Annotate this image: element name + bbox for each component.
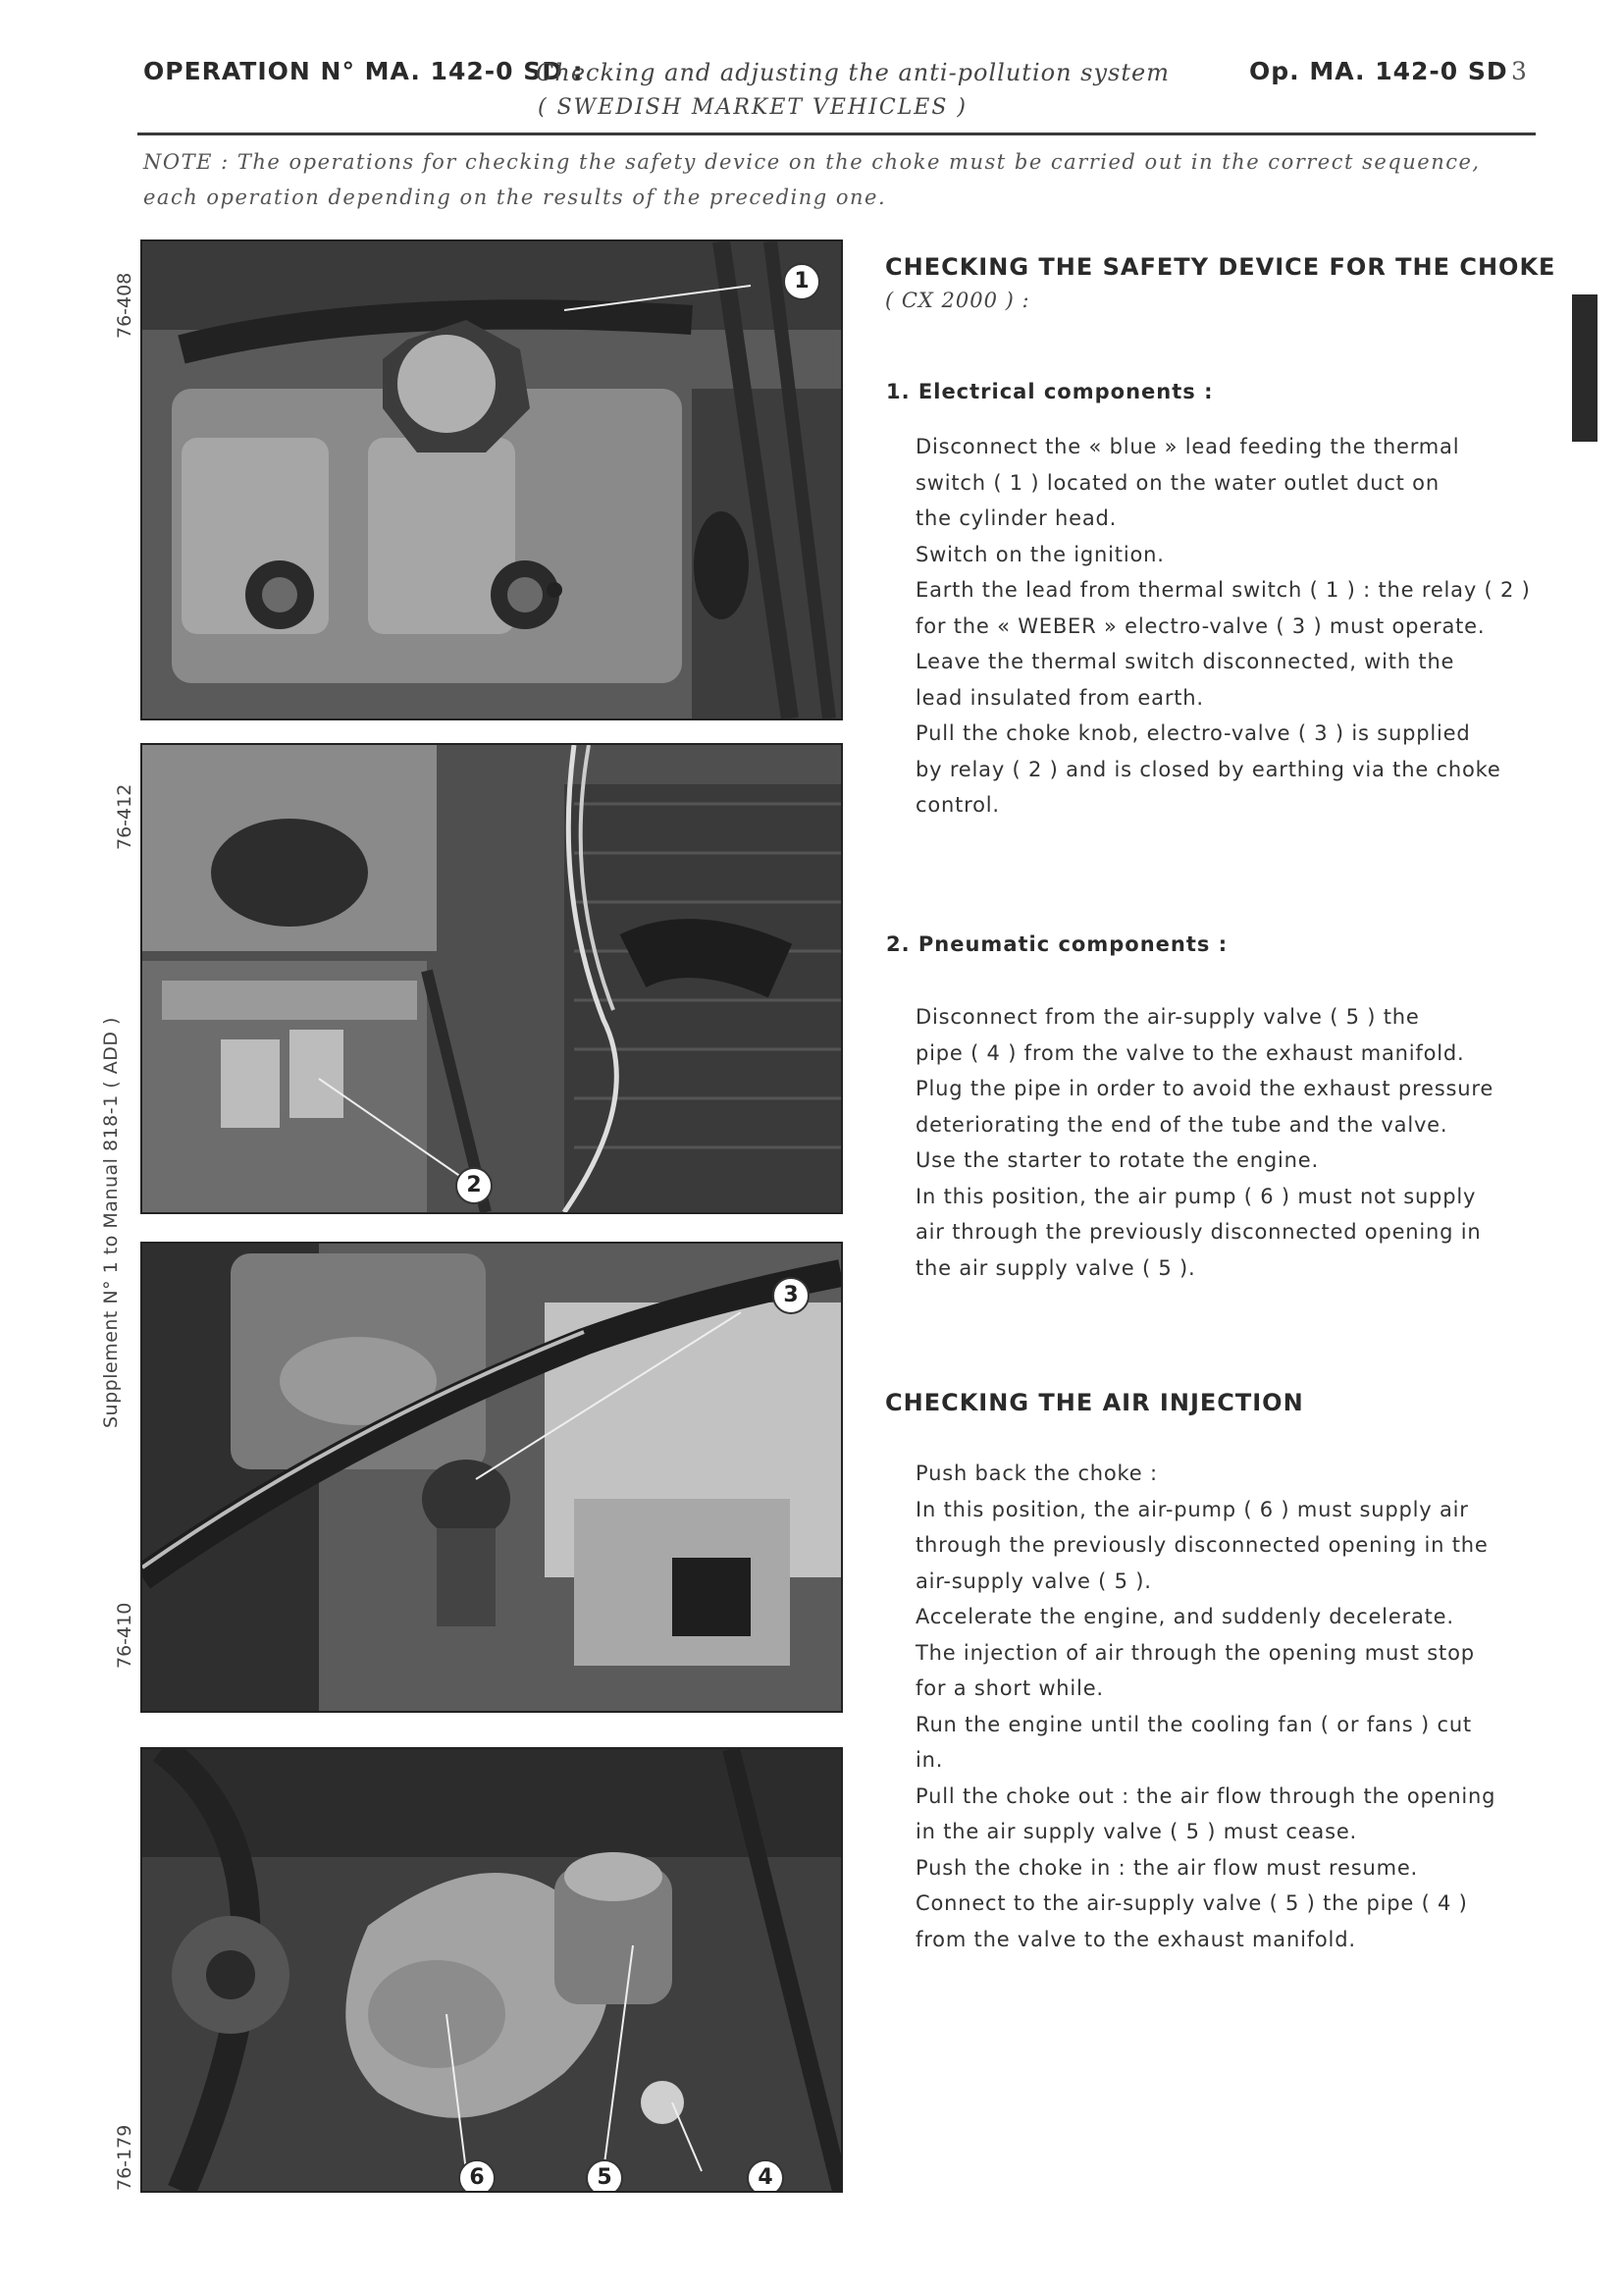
text-line: Switch on the ignition.	[916, 542, 1165, 566]
section-title-air-injection: CHECKING THE AIR INJECTION	[885, 1389, 1304, 1416]
operation-subtitle-market: ( SWEDISH MARKET VEHICLES )	[538, 95, 969, 120]
text-line: Disconnect the « blue » lead feeding the thermal	[916, 435, 1460, 458]
pneumatic-components-text	[916, 999, 1493, 1286]
text-line: the air supply valve ( 5 ).	[916, 1255, 1196, 1280]
engine-photo-air-pump	[140, 1747, 843, 2193]
photo-code-2: 76-412	[114, 783, 135, 850]
callout-4: 4	[747, 2159, 784, 2193]
text-line: from the valve to the exhaust manifold.	[916, 1927, 1356, 1951]
text-line: in the air supply valve ( 5 ) must cease.	[916, 1820, 1358, 1843]
text-line: In this position, the air-pump ( 6 ) must supply air	[916, 1497, 1469, 1521]
page-number: 3	[1511, 57, 1527, 85]
text-line: Plug the pipe in order to avoid the exhaust pressure	[916, 1077, 1494, 1100]
note-line-1: NOTE : The operations for checking the safety device on the choke must be carried out in the correct sequence,	[143, 150, 1481, 174]
text-line: Leave the thermal switch disconnected, with the	[916, 650, 1455, 673]
text-line: Push the choke in : the air flow must resume.	[916, 1855, 1419, 1880]
text-line: lead insulated from earth.	[916, 685, 1204, 710]
text-line: in.	[916, 1748, 944, 1772]
text-line: for the « WEBER » electro-valve ( 3 ) must operate.	[916, 613, 1486, 638]
section-title-choke-safety: CHECKING THE SAFETY DEVICE FOR THE CHOKE	[885, 253, 1556, 281]
text-line: Run the engine until the cooling fan ( or fans ) cut	[916, 1712, 1472, 1736]
text-line: deteriorating the end of the tube and the valve.	[916, 1112, 1448, 1137]
electrical-components-text	[916, 429, 1531, 824]
text-line: Push back the choke :	[916, 1462, 1158, 1485]
text-line: through the previously disconnected opening in the	[916, 1533, 1489, 1557]
text-line: The injection of air through the opening must stop	[916, 1640, 1475, 1665]
text-line: Earth the lead from thermal switch ( 1 ) : the relay ( 2 )	[916, 578, 1531, 602]
callout-5: 5	[586, 2159, 623, 2193]
engine-photo-relay	[140, 743, 843, 1214]
text-line: Use the starter to rotate the engine.	[916, 1148, 1319, 1172]
supplement-caption: Supplement N° 1 to Manual 818-1 ( ADD )	[100, 1017, 122, 1428]
engine-photo-electro-valve	[140, 1242, 843, 1713]
operation-reference: Op. MA. 142-0 SD	[1249, 57, 1508, 85]
text-line: by relay ( 2 ) and is closed by earthing via the choke	[916, 757, 1501, 781]
operation-number: OPERATION N° MA. 142-0 SD :	[143, 57, 584, 85]
text-line: pipe ( 4 ) from the valve to the exhaust manifold.	[916, 1040, 1465, 1065]
text-line: air-supply valve ( 5 ).	[916, 1568, 1152, 1593]
text-line: Pull the choke knob, electro-valve ( 3 ) is supplied	[916, 721, 1471, 745]
note-line-2: each operation depending on the results of the preceding one.	[143, 186, 887, 209]
text-line: control.	[916, 793, 1000, 817]
photo-code-3: 76-410	[114, 1602, 135, 1669]
callout-1: 1	[783, 263, 820, 300]
callout-2: 2	[455, 1167, 493, 1204]
text-line: the cylinder head.	[916, 506, 1118, 530]
pneumatic-components-heading: 2. Pneumatic components :	[886, 932, 1229, 956]
text-line: In this position, the air pump ( 6 ) must not supply	[916, 1184, 1477, 1208]
photo-code-1: 76-408	[114, 272, 135, 339]
text-line: Connect to the air-supply valve ( 5 ) the pipe ( 4 )	[916, 1891, 1468, 1915]
text-line: Accelerate the engine, and suddenly decelerate.	[916, 1605, 1454, 1628]
text-line: air through the previously disconnected opening in	[916, 1220, 1482, 1244]
text-line: Disconnect from the air-supply valve ( 5 ) the	[916, 1005, 1420, 1029]
header-rule	[137, 133, 1536, 135]
text-line: for a short while.	[916, 1676, 1104, 1700]
callout-6: 6	[458, 2159, 496, 2193]
air-injection-text	[916, 1456, 1495, 1957]
text-line: switch ( 1 ) located on the water outlet duct on	[916, 470, 1440, 495]
section-edge-tab	[1572, 294, 1598, 442]
electrical-components-heading: 1. Electrical components :	[886, 380, 1214, 403]
note	[143, 144, 1537, 215]
callout-3: 3	[772, 1277, 810, 1314]
engine-photo-thermal-switch	[140, 239, 843, 720]
operation-subtitle: Checking and adjusting the anti-pollution system	[536, 59, 1170, 86]
section-subtitle-model: ( CX 2000 ) :	[885, 289, 1030, 312]
text-line: Pull the choke out : the air flow through the opening	[916, 1783, 1496, 1808]
photo-code-4: 76-179	[114, 2124, 135, 2191]
